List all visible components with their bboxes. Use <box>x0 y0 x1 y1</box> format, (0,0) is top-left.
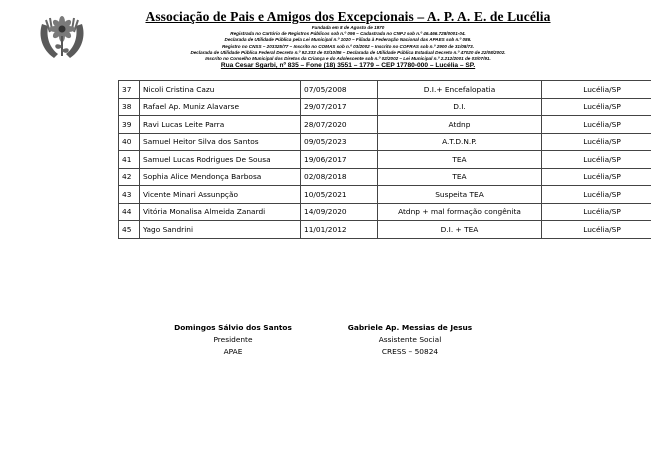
registration-line: Registro no CNSS – 203325/77 – Inscrito no COMAS sob n.º 03/2002 – Inscrito no COFRAS sob n.º 2900 de 31/08/73. <box>221 43 474 49</box>
city: Lucélia/SP <box>542 186 651 204</box>
birth-date: 28/07/2020 <box>301 116 378 134</box>
table-row <box>119 168 651 186</box>
birth-date: 29/07/2017 <box>301 98 378 116</box>
table-row <box>119 203 651 221</box>
signer-registration: CRESS – 50824 <box>381 347 439 356</box>
city: Lucélia/SP <box>542 116 651 134</box>
diagnosis: Atdnp <box>378 116 542 134</box>
city: Lucélia/SP <box>542 98 651 116</box>
social-worker-signature-block <box>344 322 476 358</box>
student-name: Vicente Minari Assunpção <box>140 186 301 204</box>
student-name: Vitória Monalisa Almeida Zanardi <box>140 203 301 221</box>
row-number: 38 <box>119 98 140 116</box>
table-row <box>119 133 651 151</box>
diagnosis: Suspeita TEA <box>378 186 542 204</box>
diagnosis: A.T.D.N.P. <box>378 133 542 151</box>
signer-role: Assistente Social <box>378 335 442 344</box>
table-row <box>119 116 651 134</box>
birth-date: 02/08/2018 <box>301 168 378 186</box>
row-number: 42 <box>119 168 140 186</box>
row-number: 41 <box>119 151 140 169</box>
city: Lucélia/SP <box>542 151 651 169</box>
city: Lucélia/SP <box>542 133 651 151</box>
diagnosis: D.I. + TEA <box>378 221 542 239</box>
signer-name: Domingos Sálvio dos Santos <box>174 323 292 332</box>
birth-date: 09/05/2023 <box>301 133 378 151</box>
student-name: Samuel Heitor Silva dos Santos <box>140 133 301 151</box>
diagnosis: D.I.+ Encefalopatia <box>378 81 542 99</box>
diagnosis: D.I. <box>378 98 542 116</box>
student-name: Ravi Lucas Leite Parra <box>140 116 301 134</box>
birth-date: 11/01/2012 <box>301 221 378 239</box>
city: Lucélia/SP <box>542 203 651 221</box>
table-row <box>119 221 651 239</box>
birth-date: 19/06/2017 <box>301 151 378 169</box>
table-row <box>119 98 651 116</box>
signer-role: Presidente <box>213 335 253 344</box>
registration-line: Registrada no Cartório de Registros Públicos sob n.º 096 – Cadastrada no CNPJ sob n.º 46.466.728/0001-04. <box>230 31 466 37</box>
city: Lucélia/SP <box>542 168 651 186</box>
organization-title: Associação de Pais e Amigos dos Excepcionais – A. P. A. E. de Lucélia <box>145 9 551 24</box>
founding-line: Fundada em 8 de Agosto de 1970 <box>311 25 385 30</box>
student-name: Yago Sandrini <box>140 221 301 239</box>
document-header <box>96 9 600 70</box>
row-number: 45 <box>119 221 140 239</box>
student-name: Rafael Ap. Muniz Alavarse <box>140 98 301 116</box>
registration-line: Declarada de Utilidade Pública pela Lei Municipal n.º 1020 – Filiada à Federação Nacional das APAES sob n.º 086. <box>224 37 472 43</box>
student-name: Samuel Lucas Rodrigues De Sousa <box>140 151 301 169</box>
row-number: 37 <box>119 81 140 99</box>
signer-name: Gabriele Ap. Messias de Jesus <box>347 323 473 332</box>
city: Lucélia/SP <box>542 221 651 239</box>
registration-line: Declarada de Utilidade Pública Federal Decreto n.º 92.333 de 03/10/86 – Declarada de Utilidade Pública Estadual Decreto n.º 47020 de 22/08/2002. <box>190 49 506 55</box>
diagnosis: TEA <box>378 151 542 169</box>
row-number: 44 <box>119 203 140 221</box>
row-number: 43 <box>119 186 140 204</box>
birth-date: 14/09/2020 <box>301 203 378 221</box>
apae-flower-hands-icon <box>36 10 88 64</box>
diagnosis: TEA <box>378 168 542 186</box>
table-row <box>119 151 651 169</box>
student-name: Nicoli Cristina Cazu <box>140 81 301 99</box>
diagnosis: Atdnp + mal formação congênita <box>378 203 542 221</box>
birth-date: 07/05/2008 <box>301 81 378 99</box>
president-signature-block <box>168 322 298 358</box>
table-row <box>119 81 651 99</box>
signer-org: APAE <box>223 347 243 356</box>
student-roster-table <box>118 80 651 239</box>
birth-date: 10/05/2021 <box>301 186 378 204</box>
student-name: Sophia Alice Mendonça Barbosa <box>140 168 301 186</box>
row-number: 39 <box>119 116 140 134</box>
apae-logo <box>36 10 88 64</box>
row-number: 40 <box>119 133 140 151</box>
address-line: Rua Cesar Sgarbi, nº 835 – Fone (18) 3551 – 1779 – CEP 17780-000 – Lucélia – SP. <box>220 62 476 70</box>
registration-line: Inscrito no Conselho Municipal dos Diretos da Criança e do Adolescente sob n.º 02/2002 – Lei Municipal n.º 2.212/2001 de 03/07/91. <box>205 56 491 62</box>
table-row <box>119 186 651 204</box>
city: Lucélia/SP <box>542 81 651 99</box>
